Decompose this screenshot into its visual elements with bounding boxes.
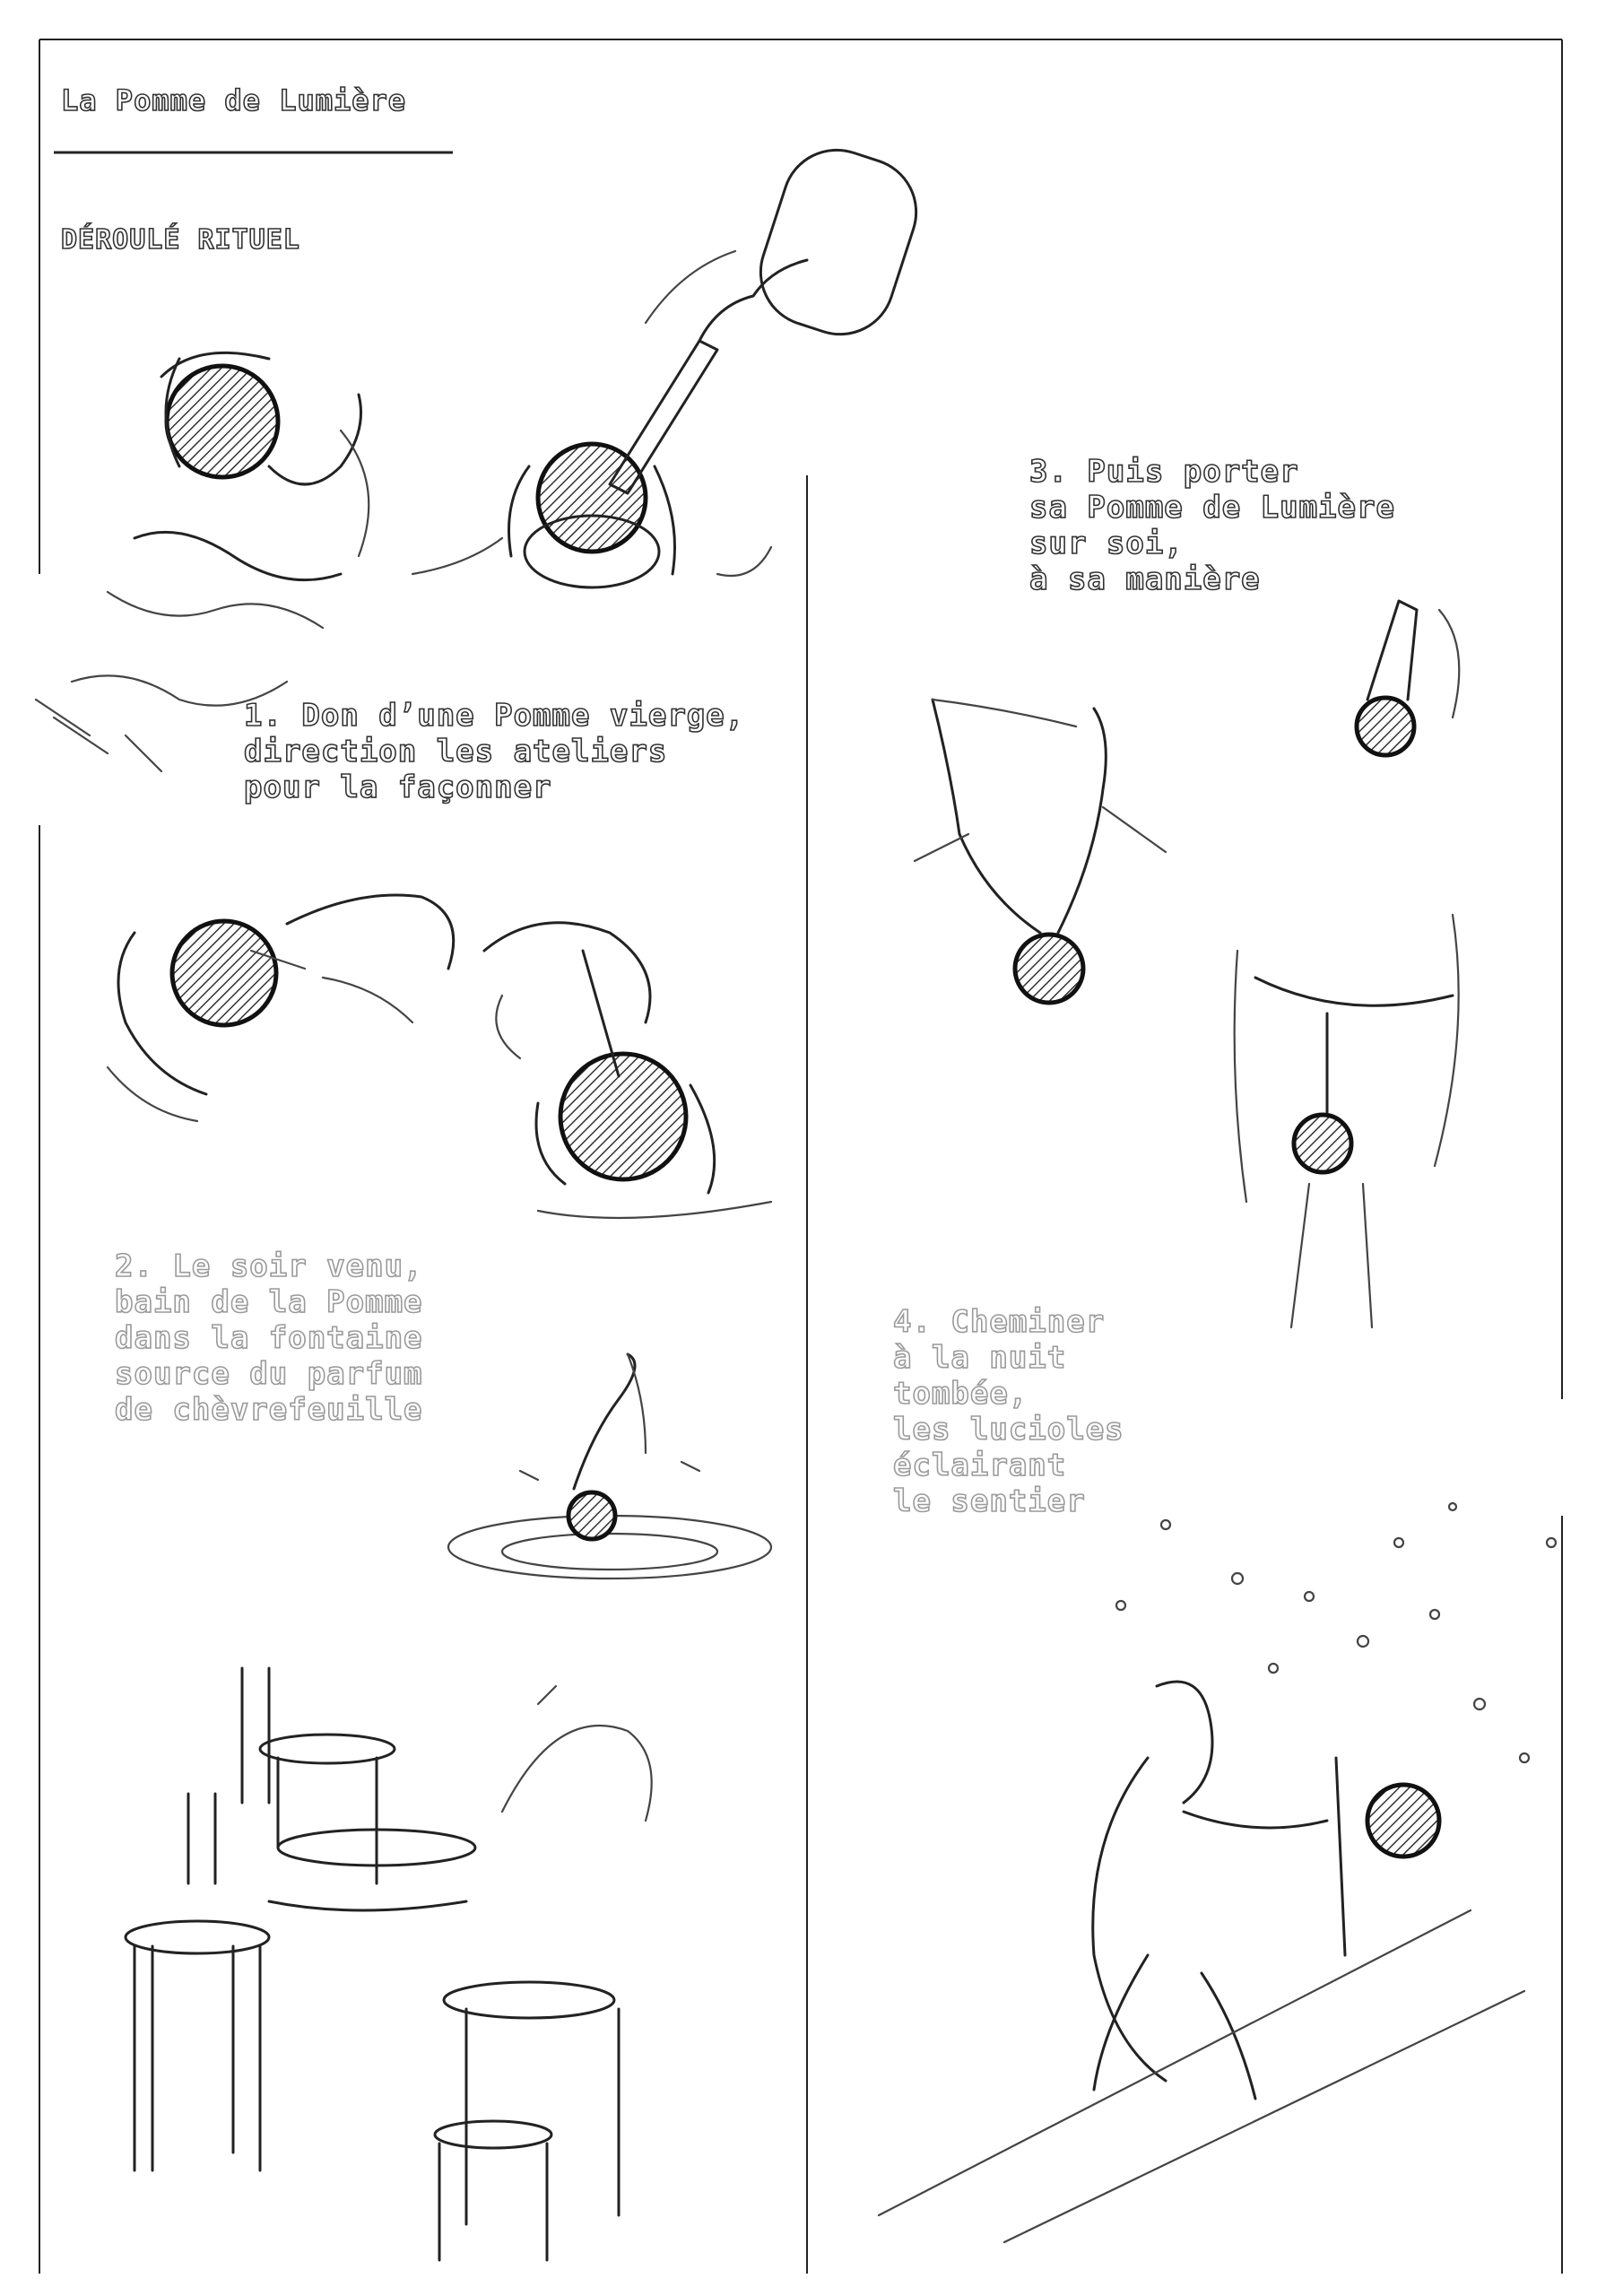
step-4-text: 4. Cheminer à la nuit tombée, les lucioles éclairant le sentier — [893, 1304, 1124, 1519]
section-heading: DÉROULÉ RITUEL — [61, 224, 300, 256]
step-3-text: 3. Puis porter sa Pomme de Lumière sur soi, à sa manière — [1029, 454, 1395, 597]
illustration-hand-with-tool — [484, 923, 771, 1218]
illustration-pendant-necklace — [1357, 601, 1459, 755]
illustration-workshop-furniture — [126, 1668, 652, 2260]
illustration-carving-tool — [412, 136, 930, 587]
illustration-belt-pendant — [1235, 915, 1459, 1327]
illustration-shaping-apple — [108, 895, 454, 1121]
illustration-fountain — [448, 1354, 771, 1578]
step-1-text: 1. Don d’une Pomme vierge, direction les ateliers pour la façonner — [244, 698, 745, 805]
step-2-text: 2. Le soir venu, bain de la Pomme dans la fontaine source du parfum de chèvrefeuille — [115, 1248, 423, 1428]
illustration-walker-fireflies — [879, 1503, 1556, 2242]
page-title: La Pomme de Lumière — [61, 83, 407, 117]
illustration-necklace — [915, 700, 1166, 1003]
fireflies — [1116, 1503, 1556, 1762]
